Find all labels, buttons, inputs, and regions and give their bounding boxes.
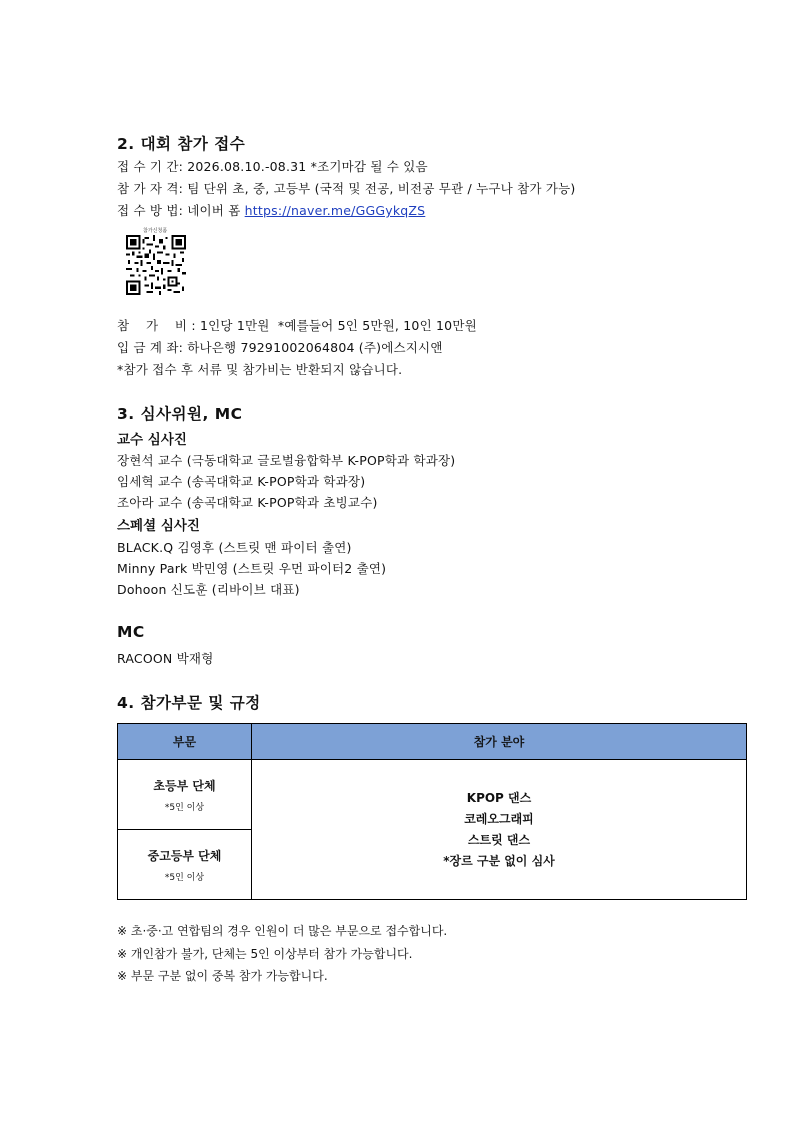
qr-caption: 참가신청폼 — [143, 228, 168, 234]
registration-method — [117, 201, 425, 219]
division-name: 초등부 단체 — [153, 778, 216, 793]
table-row — [118, 760, 747, 830]
professor-judges-title: 교수 심사진 — [117, 432, 187, 448]
refund-note: *참가 접수 후 서류 및 참가비는 반환되지 않습니다. — [117, 362, 403, 377]
special-judge: Dohoon 신도훈 (리바이브 대표) — [117, 582, 300, 597]
professor-judge: 임세혁 교수 (송곡대학교 K-POP학과 학과장) — [117, 474, 366, 489]
registration-period: 접 수 기 간: 2026.08.10.-08.31 *조기마감 될 수 있음 — [117, 159, 428, 174]
division-cell — [118, 830, 252, 900]
division-table — [117, 723, 747, 900]
division-cell — [118, 760, 252, 830]
field-item: 스트릿 댄스 — [467, 832, 531, 847]
table-header-division: 부문 — [118, 724, 252, 760]
professor-judge: 장현석 교수 (극동대학교 글로벌융합학부 K-POP학과 학과장) — [117, 453, 456, 468]
professor-judge: 조아라 교수 (송곡대학교 K-POP학과 초빙교수) — [117, 495, 378, 510]
field-item: KPOP 댄스 — [466, 790, 532, 805]
table-header-field: 참가 분야 — [252, 724, 747, 760]
special-judge: BLACK.Q 김영후 (스트릿 맨 파이터 출연) — [117, 540, 352, 555]
deposit-account: 입 금 계 좌: 하나은행 79291002064804 (주)에스지시앤 — [117, 340, 443, 355]
section2-heading: 2. 대회 참가 접수 — [117, 135, 246, 153]
division-note: *5인 이상 — [164, 872, 205, 883]
registration-form-link[interactable]: https://naver.me/GGGykqZS — [244, 203, 426, 218]
section4-heading: 4. 참가부문 및 규정 — [117, 694, 261, 712]
field-item: *장르 구분 없이 심사 — [443, 853, 555, 868]
field-cell — [252, 760, 747, 900]
qr-code-icon[interactable] — [126, 235, 186, 295]
mc-name: RACOON 박재형 — [117, 651, 214, 666]
table-header-row — [118, 724, 747, 760]
participation-fee: 참 가 비 : 1인당 1만원 *예를들어 5인 5만원, 10인 10만원 — [117, 318, 477, 333]
rule-note: ※ 개인참가 불가, 단체는 5인 이상부터 참가 가능합니다. — [117, 947, 413, 961]
rule-note: ※ 부문 구분 없이 중복 참가 가능합니다. — [117, 969, 328, 983]
registration-method-label: 접 수 방 법: 네이버 폼 — [117, 203, 245, 218]
participant-qualification: 참 가 자 격: 팀 단위 초, 중, 고등부 (국적 및 전공, 비전공 무관 / 누구나 참가 가능) — [117, 181, 576, 196]
division-note: *5인 이상 — [164, 802, 205, 813]
rule-note: ※ 초·중·고 연합팀의 경우 인원이 더 많은 부문으로 접수합니다. — [117, 924, 448, 938]
special-judges-title: 스페셜 심사진 — [117, 518, 200, 534]
section3-heading: 3. 심사위원, MC — [117, 405, 243, 423]
division-name: 중고등부 단체 — [147, 848, 222, 863]
mc-title: MC — [117, 623, 145, 641]
special-judge: Minny Park 박민영 (스트릿 우먼 파이터2 출연) — [117, 561, 387, 576]
field-item: 코레오그래피 — [464, 811, 534, 826]
